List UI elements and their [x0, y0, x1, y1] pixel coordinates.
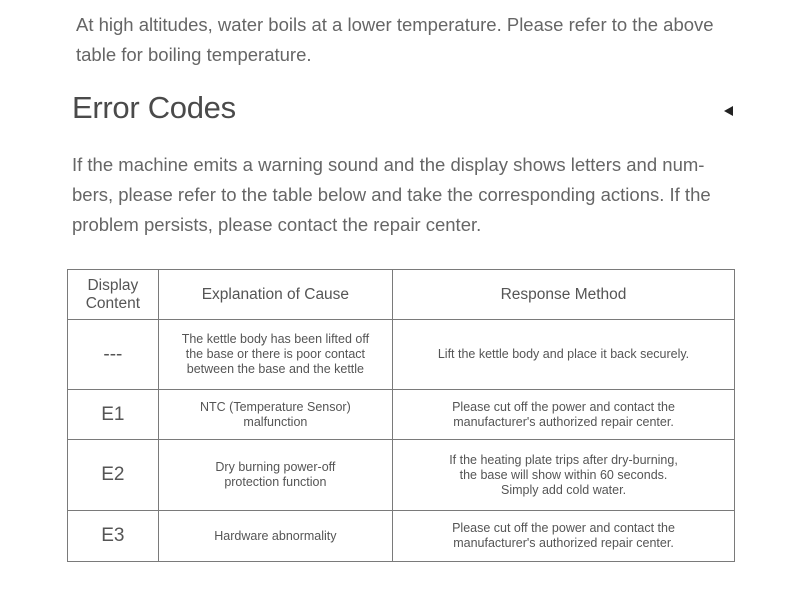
response-cell: Please cut off the power and contact the manufacturer's authorized repair center. [393, 390, 735, 440]
response-cell: Please cut off the power and contact the manufacturer's authorized repair center. [393, 511, 735, 562]
header-explanation-of-cause: Explanation of Cause [158, 270, 392, 320]
table-row [68, 320, 735, 390]
header-response-method: Response Method [393, 270, 735, 320]
response-cell: Lift the kettle body and place it back securely. [393, 320, 735, 390]
table-row [68, 390, 735, 440]
cause-cell: The kettle body has been lifted off the base or there is poor contact between the base and the kettle [158, 320, 392, 390]
table-row [68, 440, 735, 511]
section-description: If the machine emits a warning sound and the display shows letters and num-bers, please refer to the table below and take the corresponding actions. If the problem persists, please contact the repair center. [72, 154, 711, 235]
table-header-row [68, 270, 735, 320]
table-row [68, 511, 735, 562]
error-code-cell: --- [68, 320, 159, 390]
intro-paragraph: At high altitudes, water boils at a lower temperature. Please refer to the above table for boiling temperature. [76, 14, 714, 65]
cause-cell: Hardware abnormality [158, 511, 392, 562]
error-codes-table [67, 269, 735, 562]
header-display-content: Display Content [68, 270, 159, 320]
cause-cell: NTC (Temperature Sensor) malfunction [158, 390, 392, 440]
cause-cell: Dry burning power-off protection function [158, 440, 392, 511]
error-code-cell: E2 [68, 440, 159, 511]
response-cell: If the heating plate trips after dry-burning, the base will show within 60 seconds. Simply add cold water. [393, 440, 735, 511]
error-code-cell: E3 [68, 511, 159, 562]
section-title: Error Codes [72, 90, 236, 125]
triangle-left-icon[interactable] [724, 106, 733, 116]
error-code-cell: E1 [68, 390, 159, 440]
